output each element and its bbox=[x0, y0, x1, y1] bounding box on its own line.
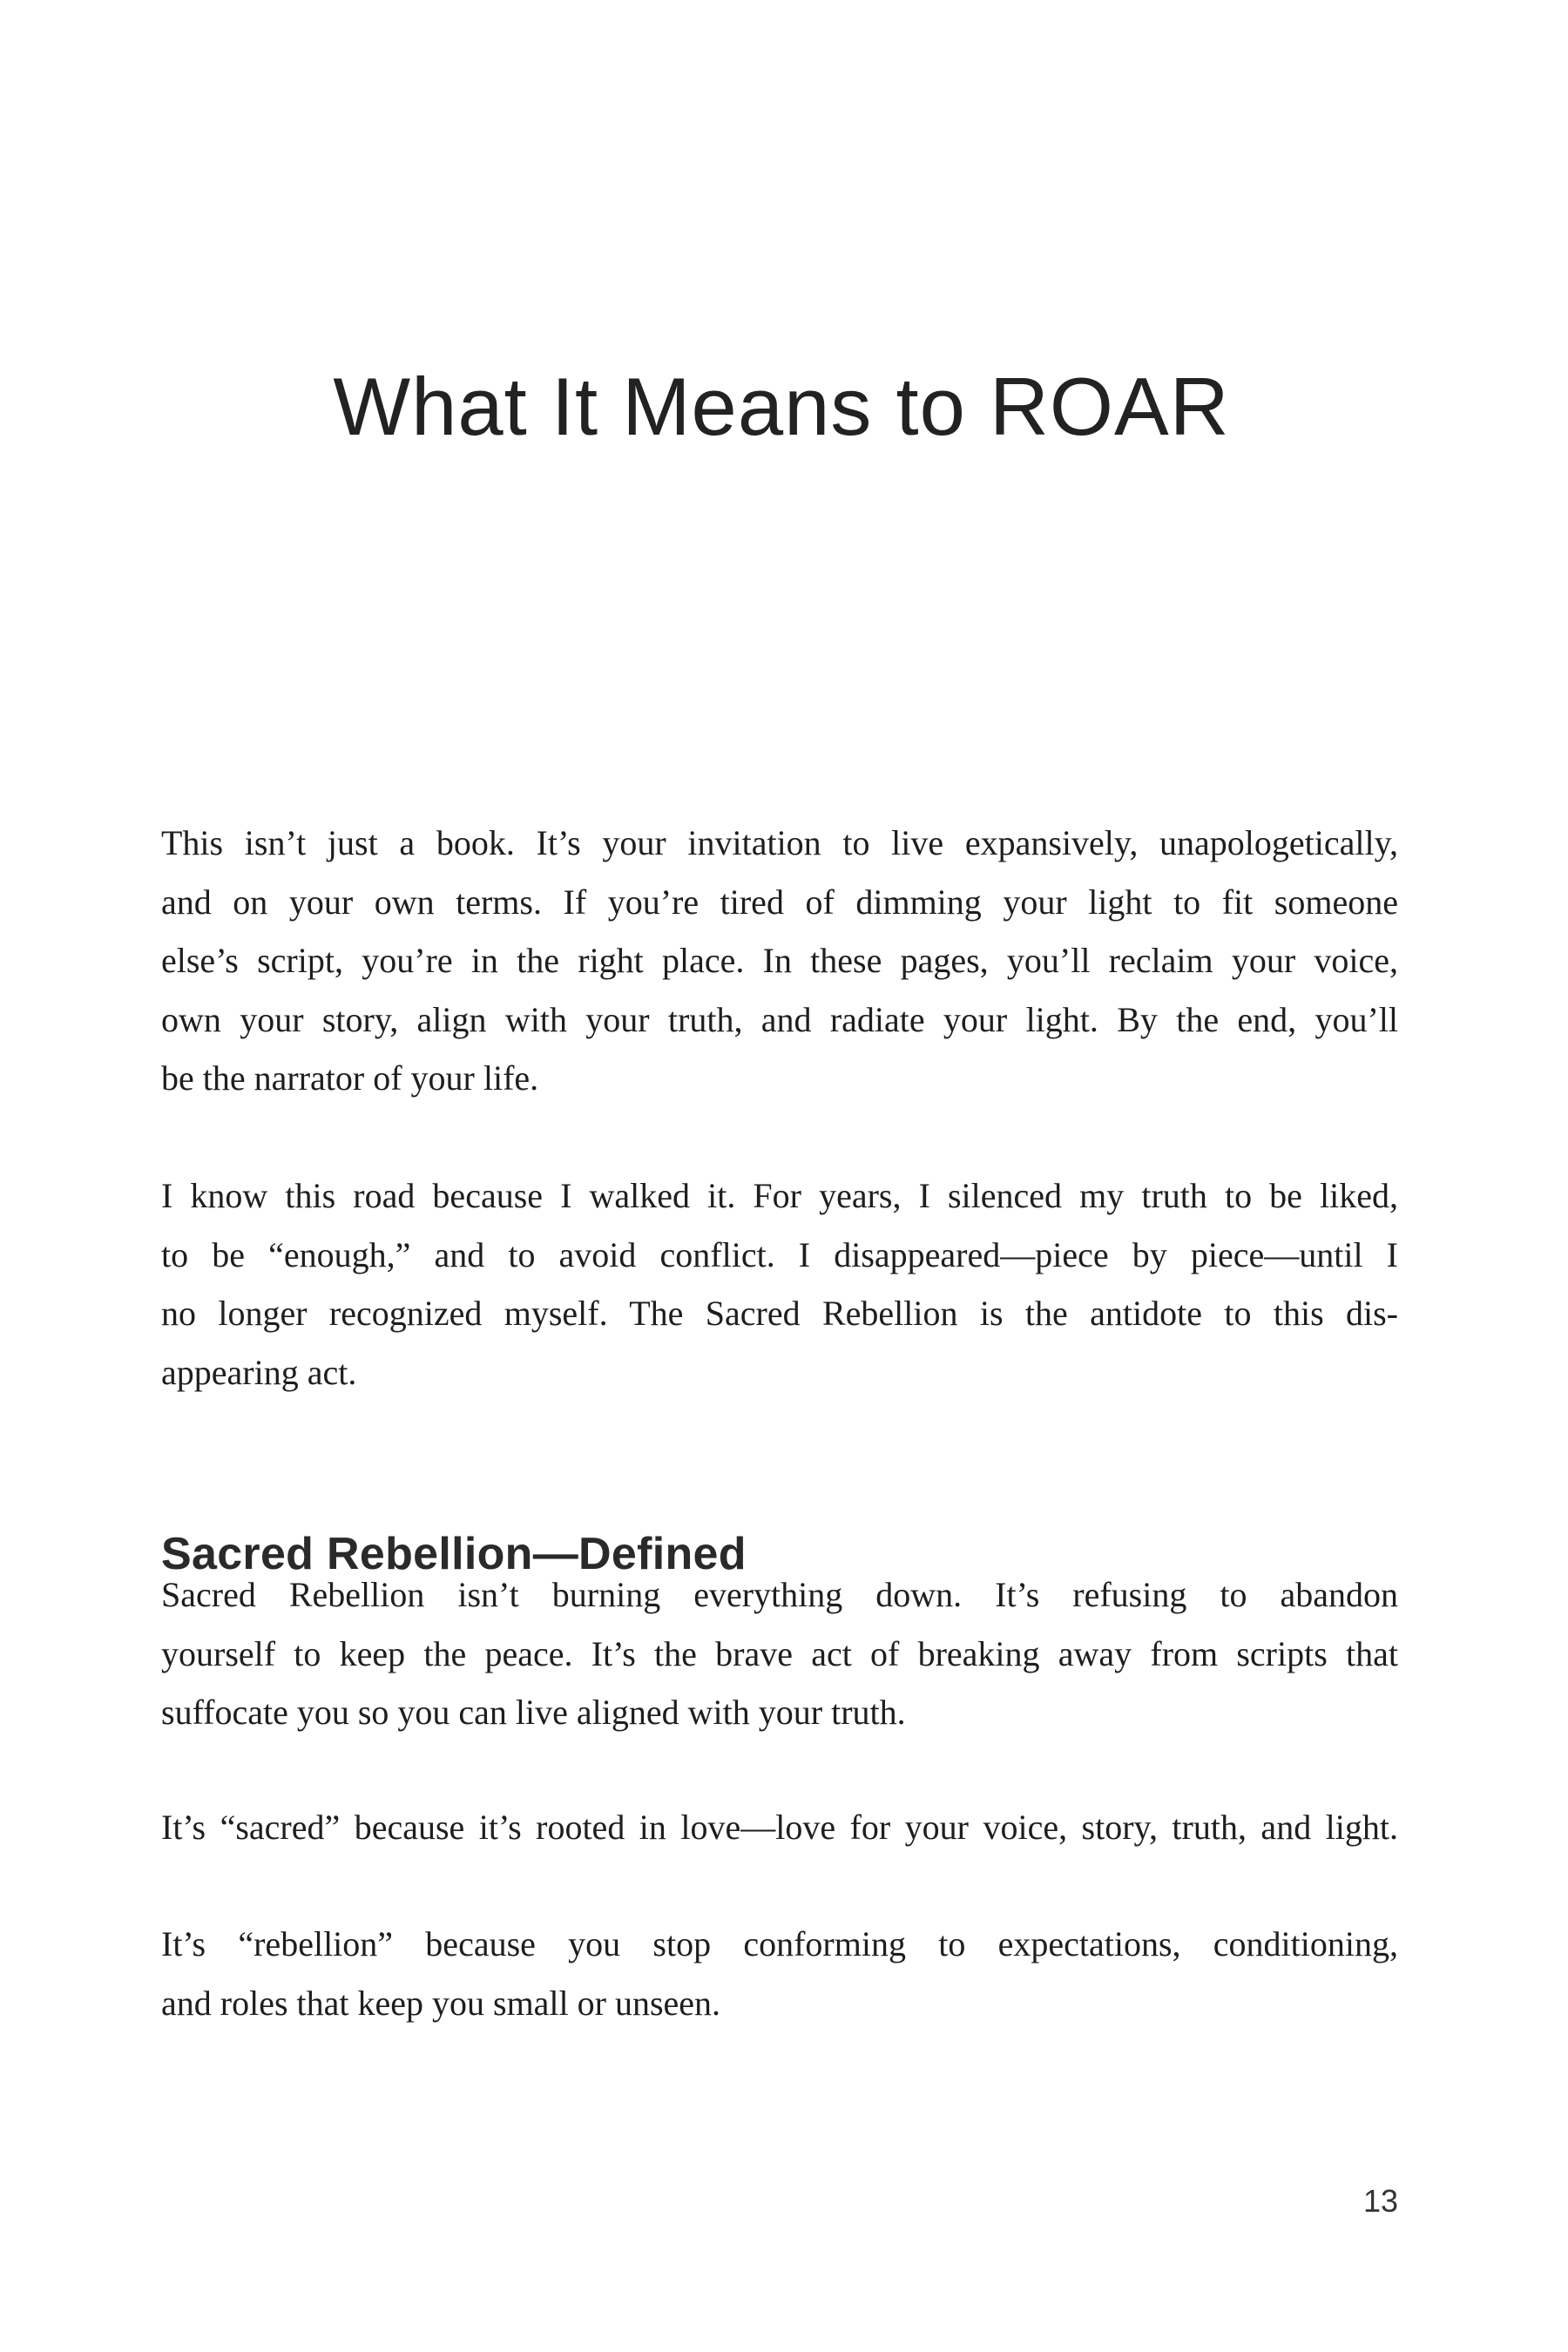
text-line: to be “enough,” and to avoid conflict. I disappeared—piece by piece—until I bbox=[161, 1234, 1398, 1274]
section-heading: Sacred Rebellion—Defined bbox=[161, 1529, 747, 1580]
chapter-title: What It Means to ROAR bbox=[333, 360, 1230, 452]
text-line: suffocate you so you can live aligned with your truth. bbox=[161, 1693, 906, 1732]
rebellion-paragraph bbox=[161, 1915, 1398, 2032]
text-line: no longer recognized myself. The Sacred Rebellion is the antidote to this dis- bbox=[161, 1294, 1398, 1333]
intro-paragraph bbox=[161, 814, 1398, 1108]
text-line: Sacred Rebellion isn’t burning everything down. It’s refusing to abandon bbox=[161, 1575, 1398, 1614]
text-line: own your story, align with your truth, and radiate your light. By the end, you’ll bbox=[161, 999, 1398, 1039]
text-line: This isn’t just a book. It’s your invitation to live expansively, unapologetically, bbox=[161, 823, 1398, 862]
text-line: It’s “sacred” because it’s rooted in love—love for your voice, story, truth, and light. bbox=[161, 1808, 1398, 1847]
definition-paragraph bbox=[161, 1565, 1398, 1742]
text-line: be the narrator of your life. bbox=[161, 1058, 539, 1098]
text-line: It’s “rebellion” because you stop conforming to expectations, conditioning, bbox=[161, 1924, 1398, 1963]
page-number: 13 bbox=[1362, 2183, 1398, 2219]
text-line: and on your own terms. If you’re tired of dimming your light to fit someone bbox=[161, 882, 1398, 922]
story-paragraph bbox=[161, 1166, 1398, 1402]
sacred-paragraph bbox=[161, 1798, 1398, 1857]
text-line: and roles that keep you small or unseen. bbox=[161, 1983, 721, 2023]
text-line: else’s script, you’re in the right place. In these pages, you’ll reclaim your voice, bbox=[161, 941, 1398, 980]
text-line: I know this road because I walked it. For years, I silenced my truth to be liked, bbox=[161, 1176, 1398, 1215]
text-line: appearing act. bbox=[161, 1352, 357, 1392]
text-line: yourself to keep the peace. It’s the brave act of breaking away from scripts that bbox=[161, 1633, 1398, 1673]
